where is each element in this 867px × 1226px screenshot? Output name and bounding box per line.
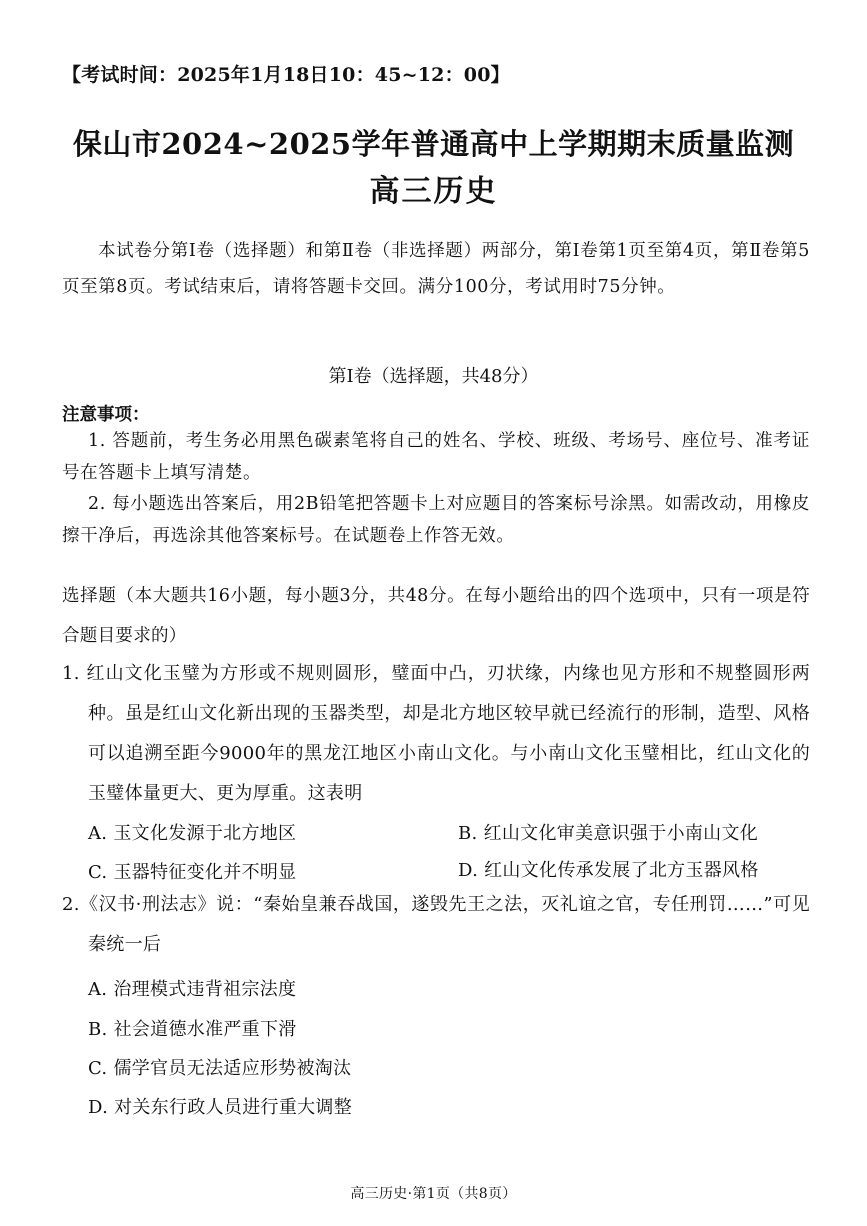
- notes-title: 注意事项：: [62, 405, 150, 425]
- question-2-option-d: D. 对关东行政人员进行重大调整: [88, 1097, 353, 1118]
- part1-title: 第Ⅰ卷（选择题，共48分）: [328, 366, 539, 387]
- question-1-stem: 1. 红山文化玉璧为方形或不规则圆形，璧面中凸，刃状缘，内缘也见方形和不规整圆形两种。虽是红山文化新出现的玉器类型，却是北方地区较早就已经流行的形制，造型、风格可以追溯至距今9000年的黑龙江地区小南山文化。与小南山文化玉璧相比，红山文化的玉璧体量更大、更为厚重。这表明: [62, 663, 810, 804]
- note-item: 1. 答题前，考生务必用黑色碳素笔将自己的姓名、学校、班级、考场号、座位号、准考证号在答题卡上填写清楚。: [62, 431, 810, 483]
- exam-time: 【考试时间：2025年1月18日10：45~12：00】: [62, 64, 510, 86]
- question-1-option-a: A. 玉文化发源于北方地区: [88, 823, 297, 844]
- question-1-option-b: B. 红山文化审美意识强于小南山文化: [458, 823, 759, 844]
- exam-title: 保山市2024~2025学年普通高中上学期期末质量监测: [72, 127, 795, 161]
- exam-subject: 高三历史: [369, 174, 498, 209]
- note-item: 2. 每小题选出答案后，用2B铅笔把答题卡上对应题目的答案标号涂黑。如需改动，用橡皮擦干净后，再选涂其他答案标号。在试题卷上作答无效。: [62, 494, 810, 546]
- question-2-option-b: B. 社会道德水准严重下滑: [88, 1019, 297, 1040]
- question-2-stem: 2.《汉书·刑法志》说：“秦始皇兼吞战国，遂毁先王之法，灭礼谊之官，专任刑罚……”可见秦统一后: [62, 894, 810, 955]
- multiple-choice-instructions: 选择题（本大题共16小题，每小题3分，共48分。在每小题给出的四个选项中，只有一项是符合题目要求的）: [62, 586, 810, 646]
- question-1-option-c: C. 玉器特征变化并不明显: [88, 862, 297, 883]
- question-2: [62, 885, 810, 965]
- exam-instructions: 本试卷分第Ⅰ卷（选择题）和第Ⅱ卷（非选择题）两部分，第Ⅰ卷第1页至第4页，第Ⅱ卷第5页至第8页。考试结束后，请将答题卡交回。满分100分，考试用时75分钟。: [62, 241, 810, 297]
- question-2-option-c: C. 儒学官员无法适应形势被淘汰: [88, 1058, 352, 1079]
- question-1: [62, 654, 810, 814]
- question-2-option-a: A. 治理模式违背祖宗法度: [88, 979, 297, 1000]
- page-footer: 高三历史·第1页（共8页）: [350, 1186, 517, 1202]
- question-1-option-d: D. 红山文化传承发展了北方玉器风格: [458, 860, 759, 881]
